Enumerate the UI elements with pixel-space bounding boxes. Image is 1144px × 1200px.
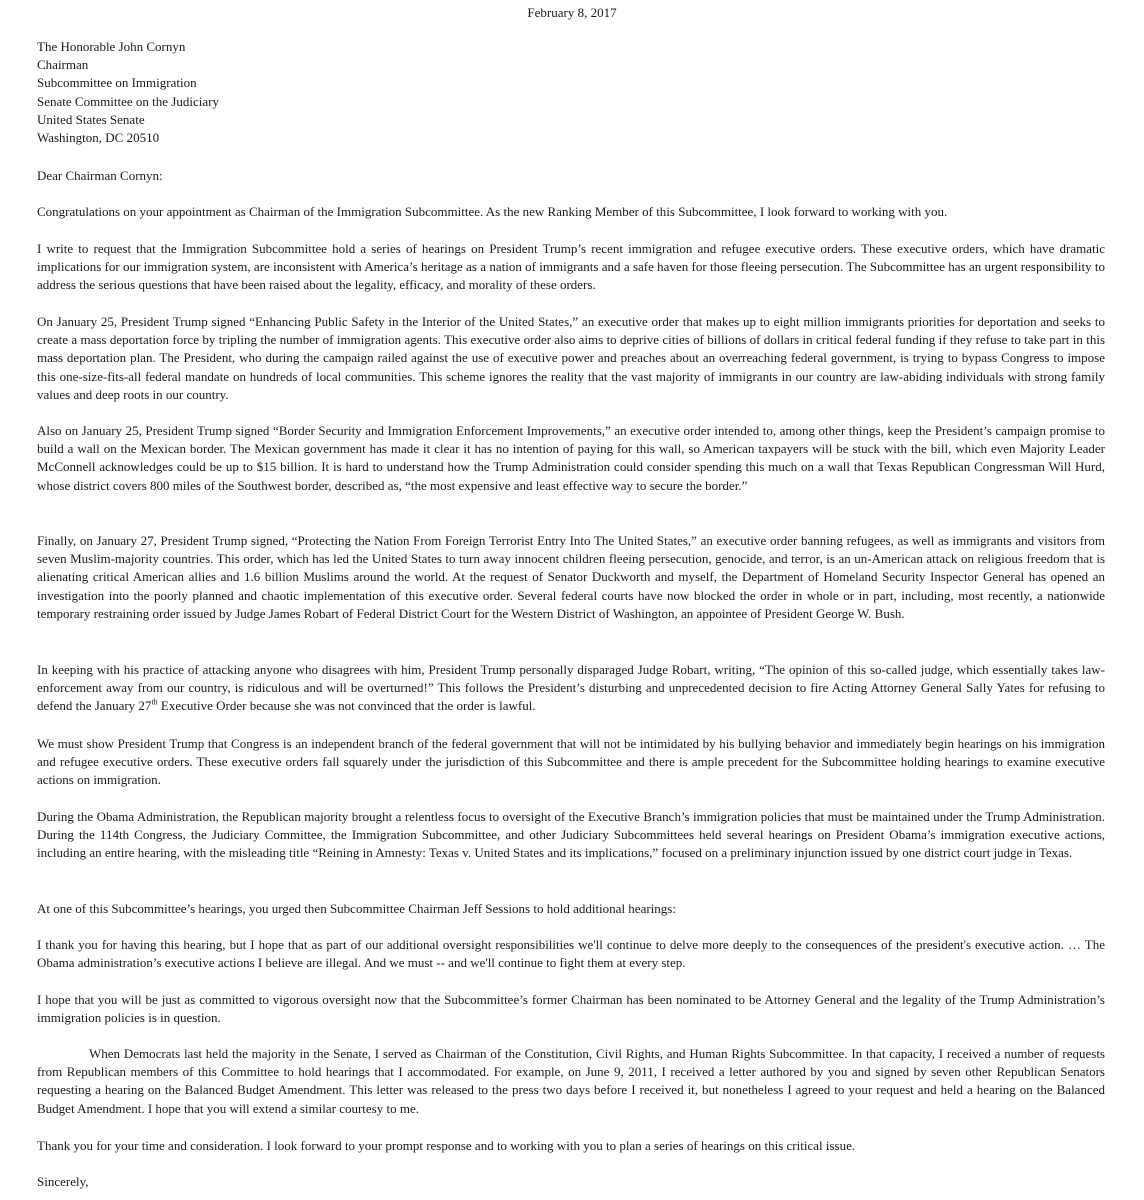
- address-line-subcommittee: Subcommittee on Immigration: [37, 75, 197, 91]
- paragraph-request: I write to request that the Immigration Subcommittee hold a series of hearings on President Trump’s recent immigration and refugee executive orders. These executive orders, which have dramatic implications for our immigration system, are inconsistent with America’s heritage as a nation of immigrants and a safe haven for those fleeing persecution. The Subcommittee has an urgent responsibility to address the serious questions that have been raised about the legality, efficacy, and morality of these orders.: [37, 241, 1105, 293]
- paragraph-interior-order: On January 25, President Trump signed “Enhancing Public Safety in the Interior of the United States,” an executive order that makes up to eight million immigrants priorities for deportation and seeks to create a mass deportation force by tripling the number of immigration agents. This executive order also aims to deprive cities of billions of dollars in critical federal funding if they refuse to take part in this mass deportation plan. The President, who during the campaign railed against the use of executive power and preaches about an overreaching federal government, is trying to bypass Congress to impose this one-size-fits-all federal mandate on hundreds of local communities. This scheme ignores the reality that the vast majority of immigrants in our country are law-abiding individuals with strong family values and deep roots in our country.: [37, 314, 1105, 402]
- address-line-title: Chairman: [37, 57, 89, 73]
- block-quote-cornyn: I thank you for having this hearing, but I hope that as part of our additional oversight responsibilities we'll continue to delve more deeply to the consequences of the president's executive action. … The Obama administration’s executive actions I believe are illegal. And we must -- and we'll continue to fight them at every step.: [37, 937, 1105, 971]
- paragraph-judge-robart-text: In keeping with his practice of attacking anyone who disagrees with him, President Trump personally disparaged Judge Robart, writing, “The opinion of this so-called judge, which essentially takes law-enforcement away from our country, is ridiculous and will be overturned!” This follows the President’s disturbing and unprecedented decision to fire Acting Attorney General Sally Yates for refusing to defend the January 27: [37, 662, 1105, 714]
- recipient-address: [37, 38, 219, 147]
- paragraph-obama-oversight: During the Obama Administration, the Republican majority brought a relentless focus to oversight of the Executive Branch’s immigration policies that must be maintained under the Trump Administration. During the 114th Congress, the Judiciary Committee, the Immigration Subcommittee, and other Judiciary Subcommittees held several hearings on President Obama’s immigration executive actions, including an entire hearing, with the misleading title “Reining in Amnesty: Texas v. United States and its implications,” focused on a preliminary injunction issued by one district court judge in Texas.: [37, 809, 1105, 861]
- salutation: Dear Chairman Cornyn:: [37, 168, 163, 183]
- paragraph-border-order: Also on January 25, President Trump signed “Border Security and Immigration Enforcement Improvements,” an executive order intended to, among other things, keep the President’s campaign promise to build a wall on the Mexican border. The Mexican government has made it clear it has no intention of paying for this wall, so American taxpayers will be stuck with the bill, which even Majority Leader McConnell acknowledges could be up to $15 billion. It is hard to understand how the Trump Administration could consider spending this much on a wall that Texas Republican Congressman Will Hurd, whose district covers 800 miles of the Southwest border, described as, “the most expensive and least effective way to secure the border.”: [37, 423, 1105, 493]
- address-line-senate: United States Senate: [37, 111, 145, 127]
- ordinal-superscript: th: [151, 698, 158, 708]
- paragraph-congress-independence: We must show President Trump that Congress is an independent branch of the federal government that will not be intimidated by his bullying behavior and immediately begin hearings on his immigration and refugee executive orders. These executive orders fall squarely under the jurisdiction of this Subcommittee and there is ample precedent for the Subcommittee holding hearings to examine executive actions on immigration.: [37, 736, 1105, 788]
- address-line-committee: Senate Committee on the Judiciary: [37, 93, 219, 109]
- paragraph-judge-robart-end: Executive Order because she was not convinced that the order is lawful.: [157, 698, 536, 714]
- closing: Sincerely,: [37, 1174, 89, 1189]
- paragraph-sessions-hearings: At one of this Subcommittee’s hearings, you urged then Subcommittee Chairman Jeff Sessions to hold additional hearings:: [37, 901, 676, 916]
- paragraph-courtesy: When Democrats last held the majority in the Senate, I served as Chairman of the Constitution, Civil Rights, and Human Rights Subcommittee. In that capacity, I received a number of requests from Republican members of this Committee to hold hearings that I accommodated. For example, on June 9, 2011, I received a letter authored by you and signed by seven other Republican Senators requesting a hearing on the Balanced Budget Amendment. This letter was released to the press two days before I received it, but nonetheless I agreed to your request and held a hearing on the Balanced Budget Amendment. I hope that you will extend a similar courtesy to me.: [37, 1046, 1105, 1116]
- paragraph-travel-ban: Finally, on January 27, President Trump signed, “Protecting the Nation From Foreign Terrorist Entry Into The United States,” an executive order banning refugees, as well as immigrants and visitors from seven Muslim-majority countries. This order, which has led the United States to turn away innocent children fleeing persecution, genocide, and terror, is an un-American attack on religious freedom that is alienating critical American allies and 1.6 billion Muslims around the world. At the request of Senator Duckworth and myself, the Department of Homeland Security Inspector General has opened an investigation into the poorly planned and chaotic implementation of this executive order. Several federal courts have now blocked the order in whole or in part, including, most recently, a nationwide temporary restraining order issued by Judge James Robart of Federal District Court for the Western District of Washington, an appointee of President George W. Bush.: [37, 533, 1105, 621]
- paragraph-vigorous-oversight: I hope that you will be just as committed to vigorous oversight now that the Subcommittee’s former Chairman has been nominated to be Attorney General and the legality of the Trump Administration’s immigration policies is in question.: [37, 992, 1105, 1026]
- address-line-name: The Honorable John Cornyn: [37, 39, 186, 54]
- paragraph-congratulations: Congratulations on your appointment as Chairman of the Immigration Subcommittee. As the new Ranking Member of this Subcommittee, I look forward to working with you.: [37, 204, 948, 219]
- letter-date: February 8, 2017: [527, 5, 617, 20]
- paragraph-judge-robart: [37, 661, 1105, 716]
- paragraph-thank-you: Thank you for your time and consideration. I look forward to your prompt response and to working with you to plan a series of hearings on this critical issue.: [37, 1138, 856, 1153]
- address-line-city: Washington, DC 20510: [37, 130, 160, 146]
